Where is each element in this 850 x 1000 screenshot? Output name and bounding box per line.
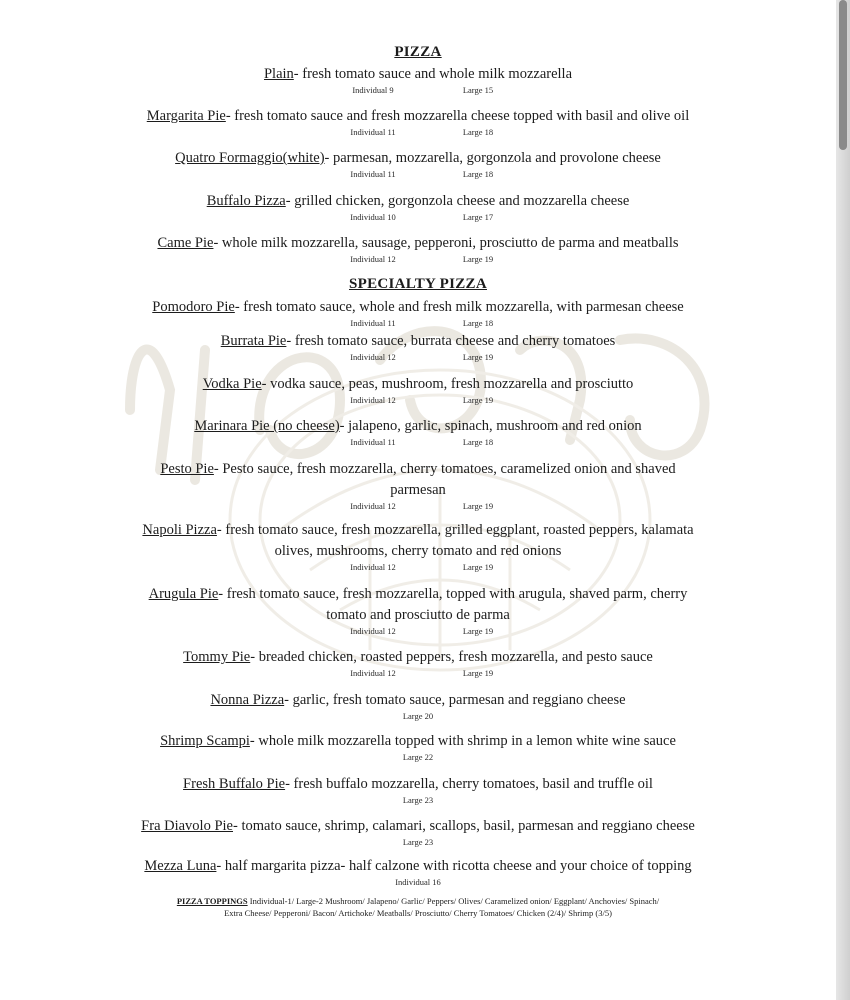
menu-item-description: - fresh tomato sauce, whole and fresh milk mozzarella, with parmesan cheese [234,299,684,315]
price-individual: Individual 11 [350,169,396,179]
menu-item-prices [0,437,836,447]
menu-item-name: Arugula Pie [148,586,219,602]
price-individual: Individual 10 [350,212,396,222]
menu-item-prices [0,752,836,762]
menu-item-name: Vodka Pie [202,376,262,392]
price-large: Large 18 [462,437,494,447]
menu-item [0,148,836,168]
menu-item-prices [0,877,836,887]
menu-item-name: Pomodoro Pie [152,299,235,315]
menu-item-prices [0,212,836,222]
menu-item-prices [0,562,836,572]
menu-item [0,520,836,540]
price-individual: Individual 11 [350,318,396,328]
menu-item [0,106,836,126]
menu-item [0,233,836,253]
menu-item-name: Napoli Pizza [142,522,217,538]
toppings-line-1 [0,895,836,907]
menu-item-description: - jalapeno, garlic, spinach, mushroom and red onion [339,418,642,434]
menu-item-name: Fra Diavolo Pie [141,818,233,834]
menu-item [0,856,836,876]
menu-item-description: - fresh buffalo mozzarella, cherry tomatoes, basil and truffle oil [285,776,653,792]
menu-item [0,647,836,667]
menu-item-name: Tommy Pie [183,649,251,665]
price-large: Large 20 [402,711,434,721]
menu-item-prices [0,501,836,511]
menu-item-name: Mezza Luna [144,858,217,874]
price-large: Large 19 [462,352,494,362]
menu-item [0,459,836,479]
menu-item-description-continued: olives, mushrooms, cherry tomato and red onions [274,543,562,559]
menu-item-description: - Pesto sauce, fresh mozzarella, cherry tomatoes, caramelized onion and shaved [213,461,676,477]
menu-item [0,331,836,351]
section-title-pizza: PIZZA [394,44,442,60]
menu-item-prices [0,837,836,847]
menu-item-name: Marinara Pie (no cheese) [194,418,340,434]
menu-item-name: Margarita Pie [146,108,226,124]
price-large: Large 19 [462,254,494,264]
menu-item-prices [0,626,836,636]
menu-item-description: - half margarita pizza- half calzone with ricotta cheese and your choice of topping [216,858,692,874]
pizza-toppings [0,895,836,919]
menu-item-description: - parmesan, mozzarella, gorgonzola and provolone cheese [324,150,661,166]
menu-item-name: Shrimp Scampi [160,733,250,749]
menu-item-name: Nonna Pizza [210,692,285,708]
window-right-edge [836,0,850,1000]
menu-item-description-continued: parmesan [390,482,446,498]
menu-item-name: Pesto Pie [160,461,214,477]
menu-item-description: - grilled chicken, gorgonzola cheese and mozzarella cheese [285,193,630,209]
menu-item-description: - whole milk mozzarella topped with shrimp in a lemon white wine sauce [249,733,676,749]
menu-item-description: - garlic, fresh tomato sauce, parmesan and reggiano cheese [284,692,626,708]
menu-item [0,297,836,317]
menu-item [0,774,836,794]
menu-item-description: - whole milk mozzarella, sausage, pepperoni, prosciutto de parma and meatballs [213,235,679,251]
menu-item-description: - tomato sauce, shrimp, calamari, scallops, basil, parmesan and reggiano cheese [233,818,695,834]
menu-item-name: Buffalo Pizza [206,193,286,209]
menu-item-name: Plain [263,66,294,82]
menu-item-prices [0,711,836,721]
price-large: Large 23 [402,795,434,805]
price-large: Large 17 [462,212,494,222]
price-large: Large 23 [402,837,434,847]
price-large: Large 19 [462,501,494,511]
menu-item-description: - fresh tomato sauce and whole milk mozzarella [293,66,573,82]
toppings-text-1: Individual-1/ Large-2 Mushroom/ Jalapeno/ Garlic/ Peppers/ Olives/ Caramelized onion/ Eggplant/ Anchovies/ Spinach/ [247,896,660,906]
menu-item-prices [0,795,836,805]
scrollbar-thumb[interactable] [839,0,847,150]
price-large: Large 19 [462,626,494,636]
menu-item-prices [0,318,836,328]
menu-item [0,191,836,211]
price-individual: Individual 11 [350,437,396,447]
menu-item-description: - breaded chicken, roasted peppers, fresh mozzarella, and pesto sauce [250,649,653,665]
menu-item-description: - fresh tomato sauce, fresh mozzarella, grilled eggplant, roasted peppers, kalamata [216,522,694,538]
menu-item-prices [0,85,836,95]
menu-item [0,584,836,604]
menu-item-prices [0,668,836,678]
menu-item-prices [0,254,836,264]
price-individual: Individual 12 [350,562,396,572]
menu-item-prices [0,395,836,405]
menu-item-prices [0,127,836,137]
menu-item [0,374,836,394]
price-individual: Individual 12 [350,501,396,511]
menu-item [0,64,836,84]
price-individual: Individual 12 [350,395,396,405]
price-individual: Individual 12 [350,254,396,264]
menu-item-description: - vodka sauce, peas, mushroom, fresh mozzarella and prosciutto [261,376,634,392]
toppings-line-2: Extra Cheese/ Pepperoni/ Bacon/ Artichoke/ Meatballs/ Prosciutto/ Cherry Tomatoes/ Chicken (2/4)/ Shrimp (3/5) [224,908,612,918]
price-individual: Individual 12 [350,668,396,678]
menu-item-description: - fresh tomato sauce, fresh mozzarella, topped with arugula, shaved parm, cherry [218,586,688,602]
price-large: Large 18 [462,127,494,137]
price-individual: Individual 9 [352,85,394,95]
menu-item-name: Quatro Formaggio(white) [175,150,325,166]
price-large: Large 19 [462,668,494,678]
menu-item-name: Fresh Buffalo Pie [183,776,286,792]
price-large: Large 19 [462,562,494,572]
menu-item-prices [0,352,836,362]
menu-item [0,416,836,436]
price-individual: Individual 16 [395,877,441,887]
menu-item [0,690,836,710]
menu-item-prices [0,169,836,179]
menu-item-description: - fresh tomato sauce, burrata cheese and cherry tomatoes [286,333,616,349]
price-large: Large 18 [462,318,494,328]
menu-item [0,731,836,751]
price-individual: Individual 12 [350,352,396,362]
section-title-specialty-pizza: SPECIALTY PIZZA [348,276,487,292]
menu-item [0,816,836,836]
price-large: Large 22 [402,752,434,762]
menu-item-description-continued: tomato and prosciutto de parma [326,607,510,623]
price-large: Large 18 [462,169,494,179]
menu-item-description: - fresh tomato sauce and fresh mozzarella cheese topped with basil and olive oil [225,108,690,124]
price-large: Large 15 [462,85,494,95]
menu-item-name: Burrata Pie [220,333,287,349]
price-large: Large 19 [462,395,494,405]
menu-item-name: Came Pie [157,235,214,251]
price-individual: Individual 12 [350,626,396,636]
toppings-title: PIZZA TOPPINGS [176,896,248,906]
price-individual: Individual 11 [350,127,396,137]
